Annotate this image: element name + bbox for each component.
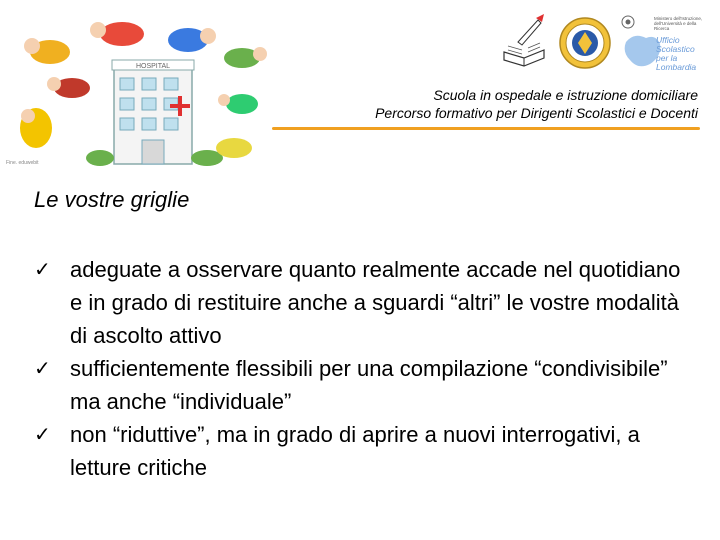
ministry-text: Ministero dell'Istruzione, dell'Università e della Ricerca bbox=[654, 16, 703, 31]
bullet-text: non “riduttive”, ma in grado di aprire a nuovi interrogativi, a letture critiche bbox=[70, 422, 640, 480]
bullet-text: sufficientemente flessibili per una compilazione “condivisibile” ma anche “individuale” bbox=[70, 356, 668, 414]
check-icon: ✓ bbox=[34, 422, 51, 446]
office-name: Ufficio Scolastico per la Lombardia bbox=[656, 35, 697, 72]
hospital-illustration bbox=[2, 8, 274, 168]
header-line-2: Percorso formativo per Dirigenti Scolastici e Docenti bbox=[375, 105, 698, 121]
bullet-text: adeguate a osservare quanto realmente accade nel quotidiano e in grado di restituire anche a sguardi “altri” le vostre modalità di ascolto attivo bbox=[70, 257, 681, 348]
header-divider bbox=[272, 127, 700, 130]
check-icon: ✓ bbox=[34, 356, 51, 380]
building-sign: HOSPITAL bbox=[135, 63, 171, 70]
school-seal-logo bbox=[558, 14, 612, 72]
bullet-list bbox=[34, 253, 694, 484]
slide-title: Le vostre griglie bbox=[34, 187, 190, 212]
list-item bbox=[34, 253, 694, 352]
book-pen-logo bbox=[498, 12, 550, 70]
list-item bbox=[34, 352, 694, 418]
list-item bbox=[34, 418, 694, 484]
header-subtitle bbox=[375, 86, 698, 122]
header-line-1: Scuola in ospedale e istruzione domiciliare bbox=[433, 87, 698, 103]
illustration-credit: Fine. eduwebit bbox=[6, 160, 39, 166]
check-icon: ✓ bbox=[34, 257, 51, 281]
